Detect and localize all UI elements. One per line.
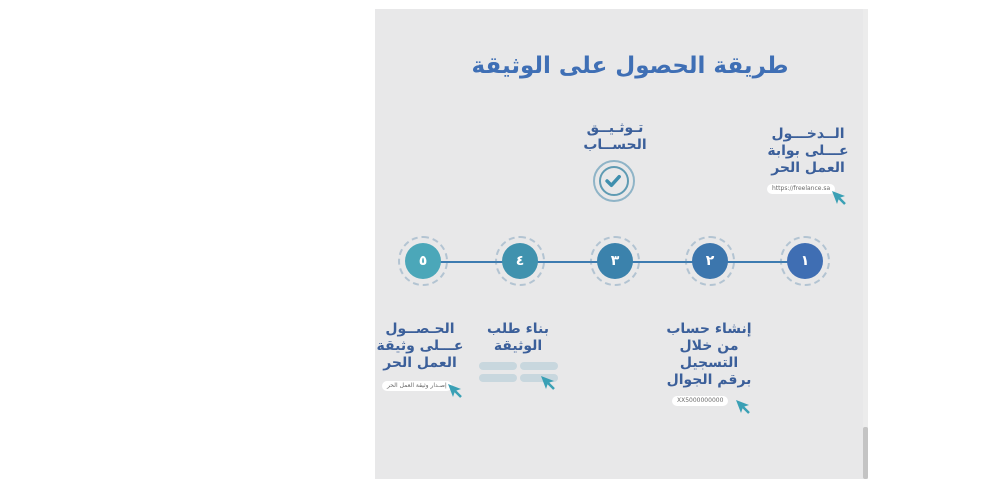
check-icon (599, 166, 629, 196)
step-obtain-label: الحـصــول عـــلى وثيقة العمل الحر (376, 321, 464, 371)
form-bar (520, 362, 558, 370)
url-pill: https://freelance.sa (767, 184, 835, 194)
step-circle-2: ٢ (692, 243, 728, 279)
check-badge (593, 160, 635, 202)
step-verify-label: تـوثـيــق الحســاب (583, 120, 647, 153)
phone-pill: XX5000000000 (672, 396, 728, 406)
scrollbar-thumb[interactable] (863, 427, 868, 479)
step-circle-3: ٣ (597, 243, 633, 279)
step-circle-5: ٥ (405, 243, 441, 279)
step-register-label: إنشاء حساب من خلال التسجيل برقم الجوال (666, 321, 752, 388)
cursor-icon (735, 399, 751, 415)
page-title: طريقة الحصول على الوثيقة (471, 53, 789, 79)
form-bar (479, 374, 517, 382)
step-request-label: بناء طلب الوثيقة (487, 321, 549, 354)
info-card (375, 9, 863, 479)
step-circle-4: ٤ (502, 243, 538, 279)
step-login-label: الــدخـــول عـــلى بوابة العمل الحر (767, 126, 849, 176)
issue-pill: إصـدار وثيقة العمل الحر (382, 381, 452, 391)
step-circle-1: ١ (787, 243, 823, 279)
scrollbar[interactable] (863, 9, 868, 479)
form-bar (479, 362, 517, 370)
cursor-icon (447, 383, 463, 399)
cursor-icon (831, 190, 847, 206)
cursor-icon (540, 375, 556, 391)
